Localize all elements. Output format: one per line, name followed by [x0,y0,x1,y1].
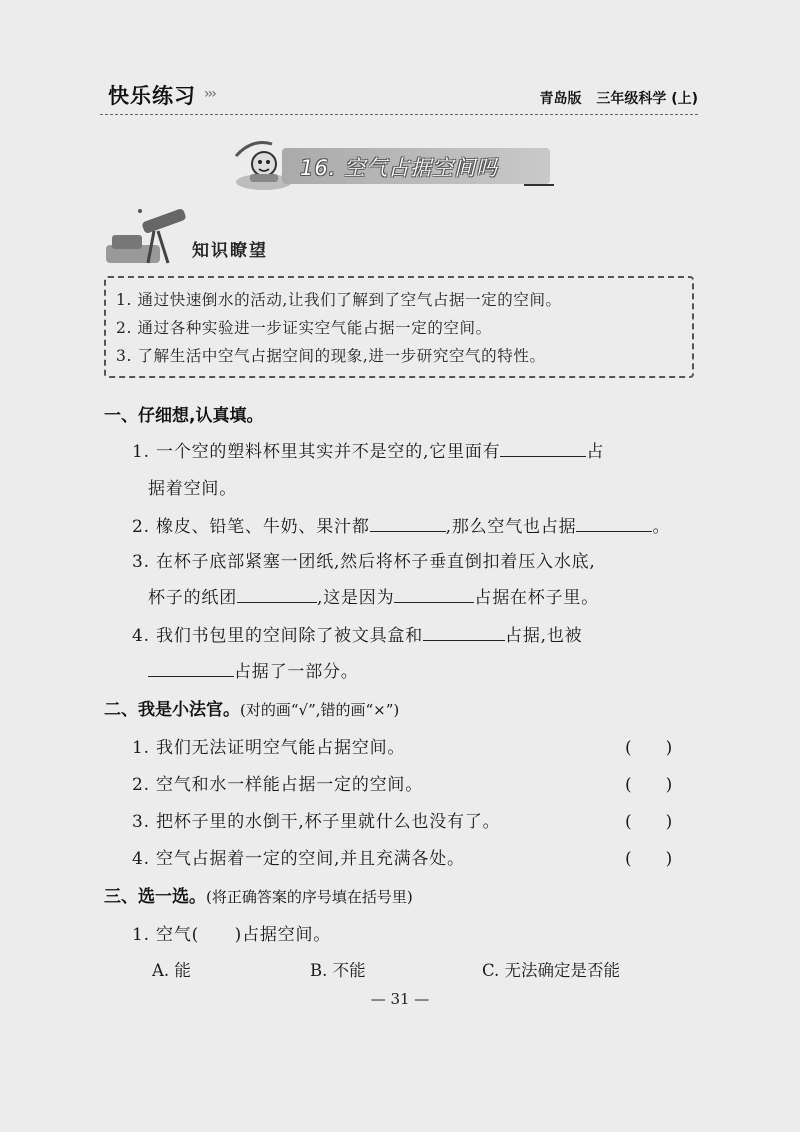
answer-blank[interactable] [423,622,505,641]
publisher-label: 青岛版 [539,91,582,107]
section3-heading [104,882,413,907]
fill-question-4-cont [148,657,359,682]
section2-heading [104,695,399,720]
answer-blank[interactable] [148,658,234,677]
answer-paren[interactable]: ( ) [625,775,673,795]
knowledge-item: 2. 通过各种实验进一步证实空气能占据一定的空间。 [116,319,492,337]
judge-question-4: 4. 空气占据着一定的空间,并且充满各处。 [132,849,465,869]
knowledge-item: 3. 了解生活中空气占据空间的现象,进一步研究空气的特性。 [116,347,546,365]
question-text: 1. 一个空的塑料杯里其实并不是空的,它里面有 [132,442,501,462]
answer-blank[interactable] [370,513,446,532]
fill-question-3-cont [148,583,599,608]
fill-question-1 [132,437,604,462]
answer-blank[interactable] [394,584,474,603]
lesson-title: 16. 空气占据空间吗 [300,156,499,180]
page-number: — 31 — [370,990,430,1008]
fill-question-3: 3. 在杯子底部紧塞一团纸,然后将杯子垂直倒扣着压入水底, [132,552,596,572]
question-text: 占 [586,442,605,462]
answer-blank[interactable] [576,513,652,532]
judge-question-1: 1. 我们无法证明空气能占据空间。 [132,738,406,758]
chevron-decoration: ››› [204,86,215,102]
choice-option-b[interactable]: B. 不能 [310,961,366,980]
answer-paren[interactable]: ( ) [625,812,673,832]
edition-label [529,88,698,108]
judge-question-3: 3. 把杯子里的水倒干,杯子里就什么也没有了。 [132,812,501,832]
choice-option-c[interactable]: C. 无法确定是否能 [482,961,621,980]
knowledge-section-title: 知识瞭望 [192,241,268,261]
choice-question-1: 1. 空气( )占据空间。 [132,925,332,945]
question-text: 占据,也被 [505,626,583,646]
header-divider [100,114,698,115]
choice-option-a[interactable]: A. 能 [152,961,191,980]
question-text: 杯子的纸团 [148,588,237,608]
answer-paren[interactable]: ( ) [625,738,673,758]
section-title: 三、选一选。 [104,887,206,907]
telescope-icon [102,205,192,267]
question-text: 。 [652,517,671,537]
lesson-title-underline [524,184,554,186]
section-title: 二、我是小法官。 [104,700,240,720]
answer-blank[interactable] [500,438,586,457]
section-note: (对的画“√”,错的画“×”) [240,701,400,719]
fill-question-2 [132,512,670,537]
question-text: 占据了一部分。 [234,662,359,682]
question-text: ,那么空气也占据 [445,517,577,537]
question-text: 2. 橡皮、铅笔、牛奶、果汁都 [132,517,370,537]
question-text: 4. 我们书包里的空间除了被文具盒和 [132,626,424,646]
knowledge-box [104,276,694,378]
grade-label: 三年级科学 (上) [596,91,698,107]
fill-question-1-cont: 据着空间。 [148,479,237,499]
answer-paren[interactable]: ( ) [625,849,673,869]
answer-blank[interactable] [237,584,317,603]
section1-heading: 一、仔细想,认真填。 [104,406,264,426]
page-header [100,78,698,114]
section-note: (将正确答案的序号填在括号里) [206,888,413,906]
fill-question-4 [132,621,582,646]
brand-title: 快乐练习 [108,84,196,108]
question-text: 占据在杯子里。 [474,588,600,608]
knowledge-item: 1. 通过快速倒水的活动,让我们了解到了空气占据一定的空间。 [116,291,562,309]
judge-question-2: 2. 空气和水一样能占据一定的空间。 [132,775,424,795]
question-text: ,这是因为 [317,588,395,608]
